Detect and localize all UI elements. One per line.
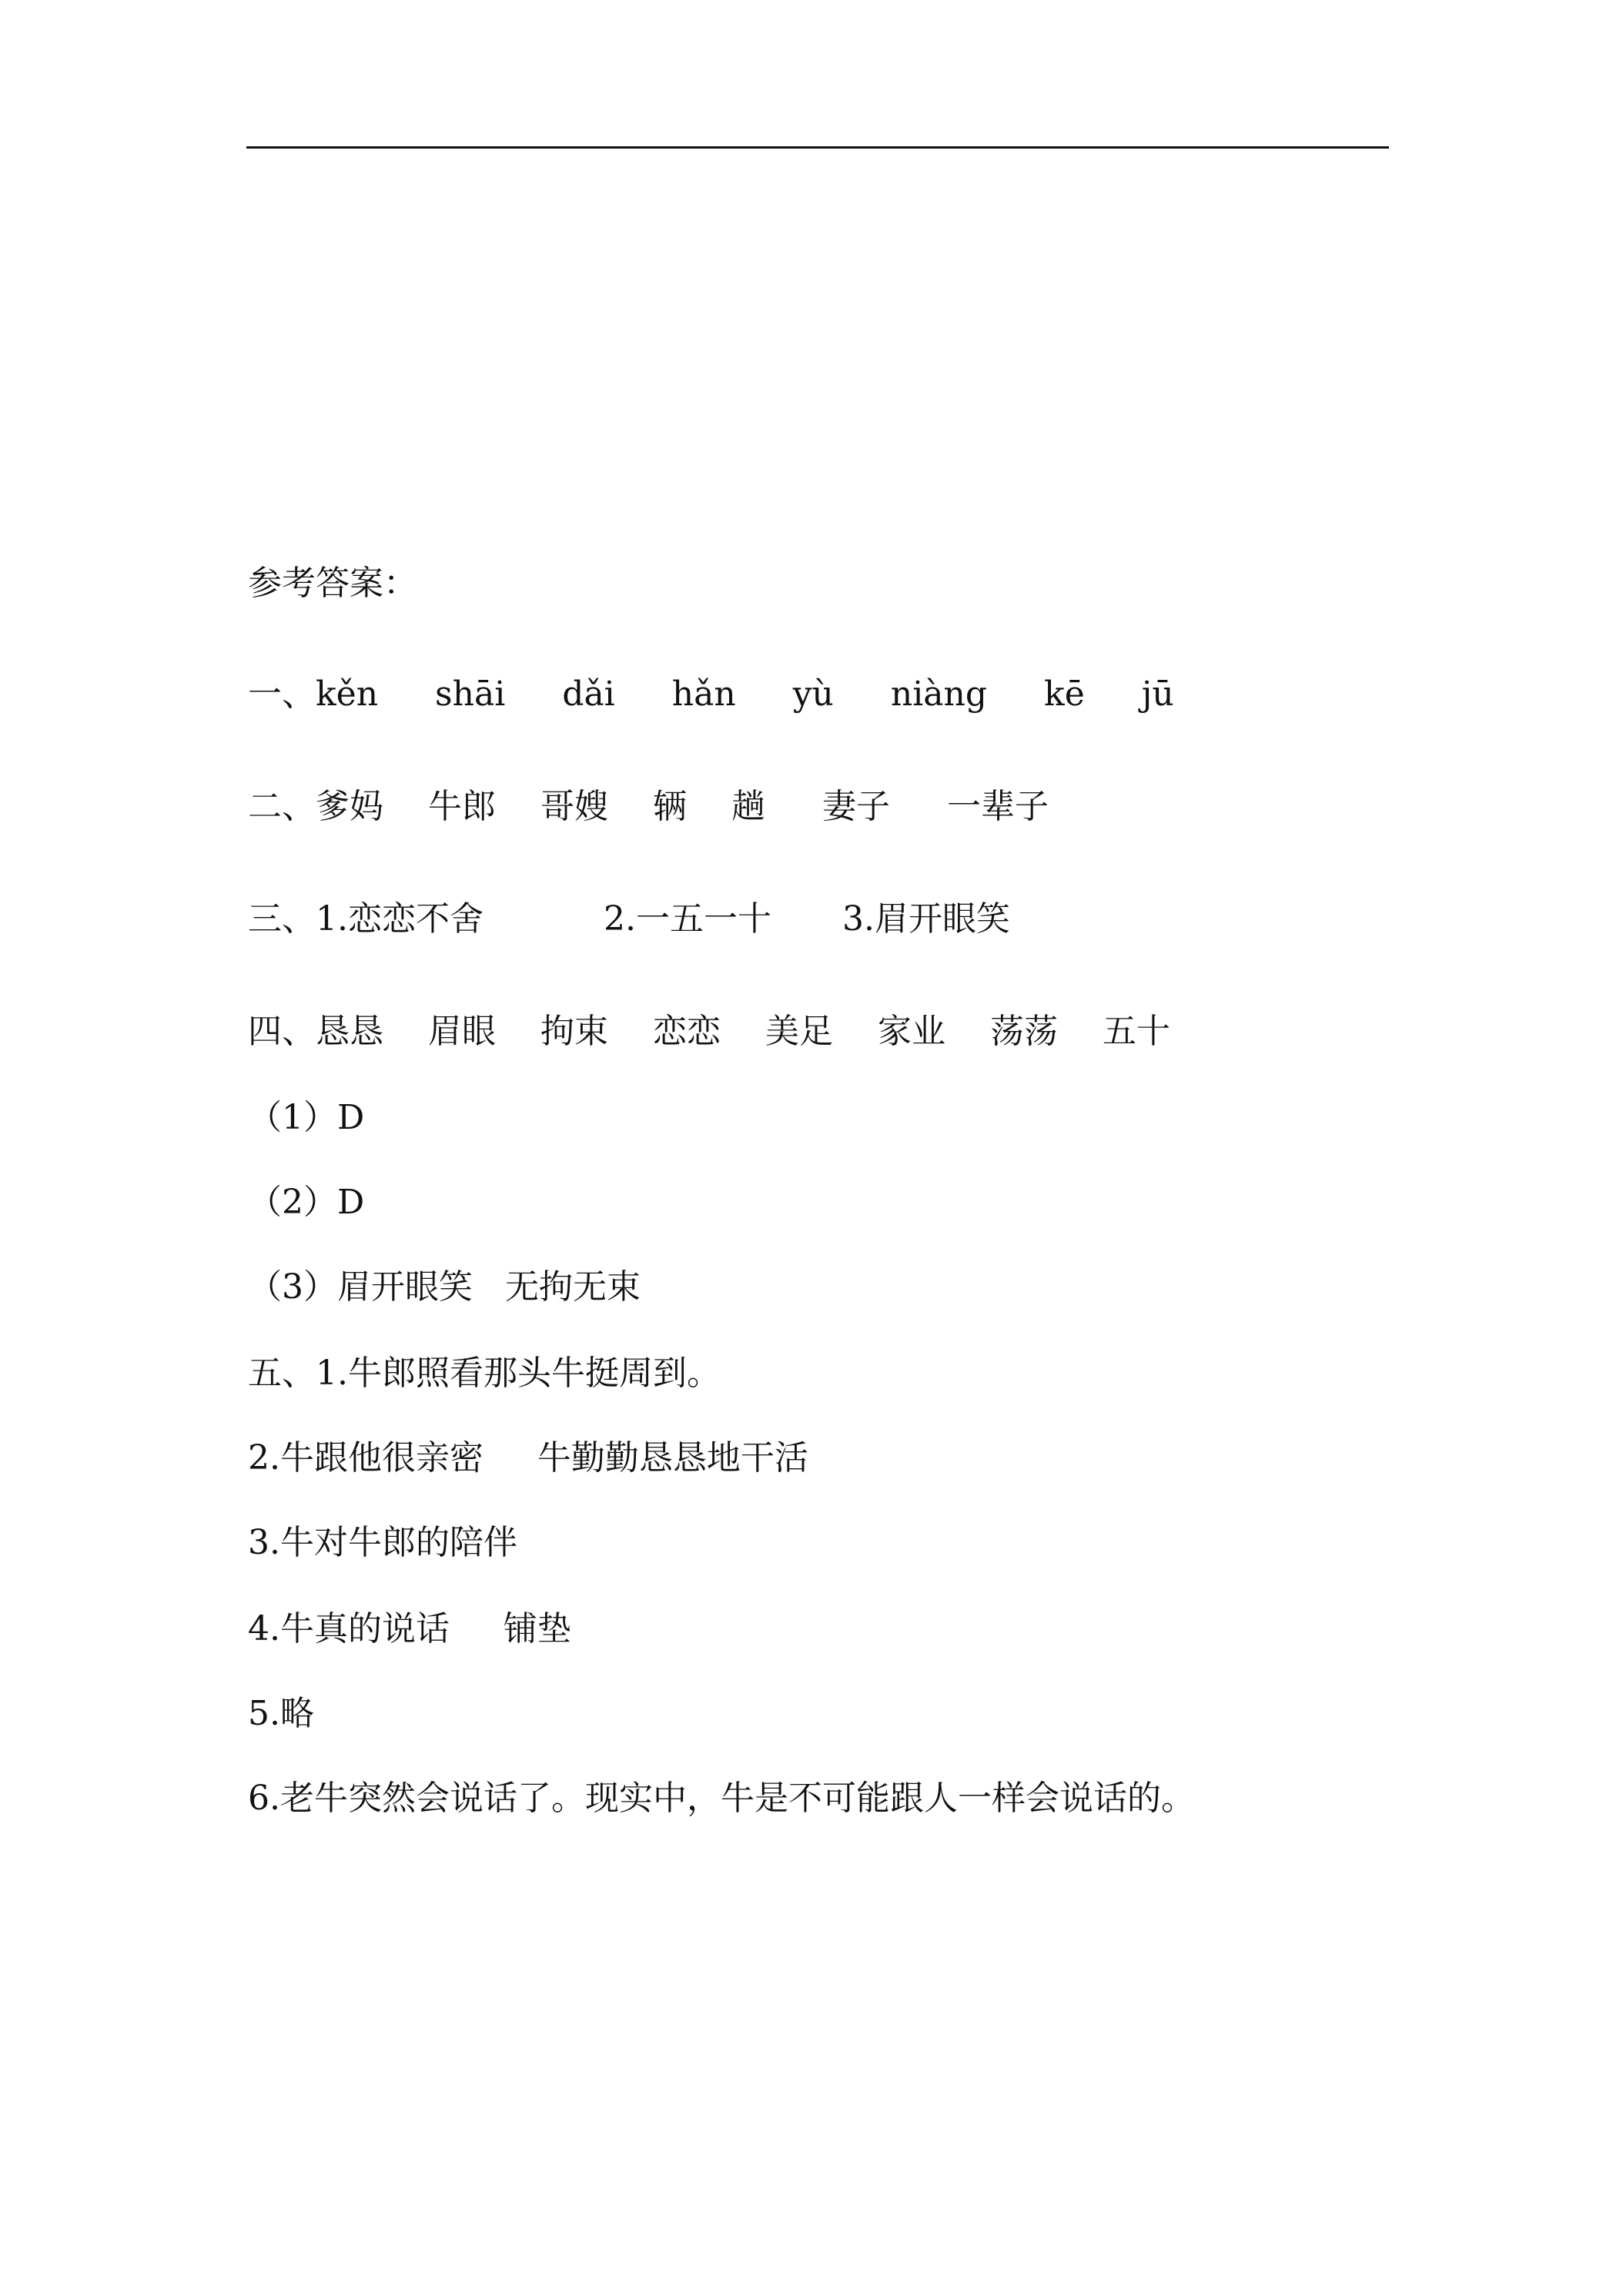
section-5-line-6: 6.老牛突然会说话了。现实中，牛是不可能跟人一样会说话的。 [248,1779,1195,1818]
idiom-item: 1.恋恋不舍 [316,899,484,939]
section-1 [248,671,1174,718]
word-item: 五十 [1103,1012,1170,1051]
pinyin-item: kē [1044,674,1085,714]
section-1-prefix: 一、 [248,674,316,714]
word-item: 哥嫂 [540,787,608,826]
word-item: 妻子 [822,787,890,826]
section-5-line-4: 4.牛真的说话 铺垫 [248,1609,571,1648]
word-item: 拘束 [540,1012,608,1051]
pinyin-item: shāi [435,674,506,714]
pinyin-item: hǎn [671,674,736,714]
section-4-sub-2: （2）D [248,1183,365,1222]
section-4-sub-1: （1）D [248,1098,365,1137]
idiom-item: 2.一五一十 [603,899,771,939]
pinyin-item: kěn [316,674,379,714]
word-item: 辆 [653,787,687,826]
section-5-line-3: 3.牛对牛郎的陪伴 [248,1523,517,1562]
header-rule [246,146,1389,149]
pinyin-item: yù [792,674,834,714]
section-4-prefix: 四、 [248,1012,316,1051]
section-2-prefix: 二、 [248,787,316,826]
idiom-item: 3.眉开眼笑 [842,899,1010,939]
section-3-prefix: 三、 [248,899,316,939]
word-item: 美足 [765,1012,833,1051]
section-2 [248,784,1049,830]
word-item: 爹妈 [316,787,383,826]
word-item: 家业 [878,1012,945,1051]
answers-heading: 参考答案： [248,564,417,603]
section-4 [248,1009,1170,1055]
pinyin-item: niàng [890,674,988,714]
word-item: 荡荡 [990,1012,1058,1051]
word-item: 恋恋 [653,1012,721,1051]
section-5-line-2: 2.牛跟他很亲密 牛勤勤恳恳地干活 [248,1438,808,1478]
word-item: 趟 [731,787,765,826]
pinyin-item: dǎi [562,674,615,714]
section-4-sub-3: （3）眉开眼笑 无拘无束 [248,1267,641,1307]
word-item: 牛郎 [428,787,496,826]
word-item: 一辈子 [947,787,1049,826]
pinyin-item: jū [1141,674,1174,714]
word-item: 眉眼 [428,1012,496,1051]
section-5-line-5: 5.略 [248,1694,314,1733]
word-item: 恳恳 [316,1012,383,1051]
section-5-line-1: 五、1.牛郎照看那头牛挺周到。 [248,1354,721,1393]
section-3 [248,896,1010,942]
